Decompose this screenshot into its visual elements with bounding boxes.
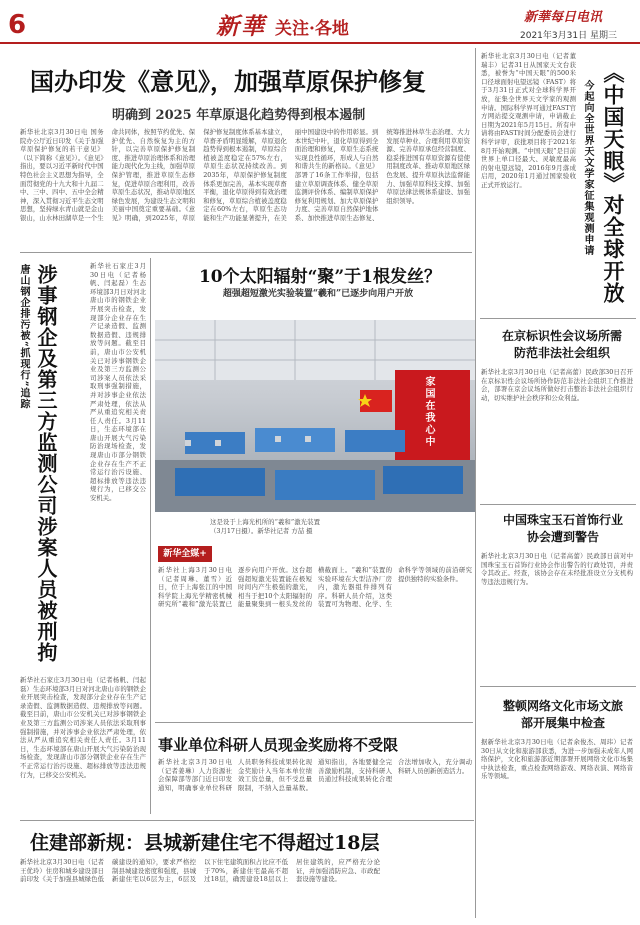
policy-headline: 事业单位科研人员现金奖励将不受限 [158, 736, 399, 754]
newspaper-logo: 新華 [216, 13, 266, 40]
sky-eye-body: 新华社北京3月30日电（记者董瑞丰）记者31日从国家天文台获悉，被誉为“中国天眼”的500米口径球面射电望远镜（FAST）将于3月31日正式对全球科学界开放，征集全世界天文学家的观测申请。国际科学界可通过FAST官方网站提交观测申请，申请截止日期为2021年5月15日。所有申请将由FAST时间分配委员会进行科学评审，获批项目将于2021年8月开始观测。“中国天眼”是目前世界上单口径最大、灵敏度最高的射电望远镜，2016年9月落成启用，2020年1月通过国家验收正式开放运行。 [481, 52, 576, 189]
sky-eye-headline: 《中国天眼》对全球开放 [601, 62, 626, 304]
lead-body: 新华社北京3月30日电 国务院办公厅近日印发《关于加强草原保护修复的若干意见》（以下简称《意见》）。《意见》指出，要以习近平新时代中国特色社会主义思想为指导，全面贯彻党的十九大和十九届二中、三中、四中、五中全会精神，深入贯彻习近平生态文明思想，坚持绿水青山就是金山银山，山水林田湖草是一个生命共同体，按照节约优先、保护优先、自然恢复为主的方针，以完善草原保护修复制度、推进草原治理体系和治理能力现代化为主线，加强草原保护管理，推进草原生态修复，促进草原合理利用，改善草原生态状况，推动草原地区绿色发展，为建设生态文明和美丽中国奠定重要基础。《意见》明确，到2025年，草原保护修复制度体系基本建立，草畜矛盾明显缓解，草原退化趋势得到根本遏制，草原综合植被盖度稳定在57%左右，草原生态状况持续改善。到2035年，草原保护修复制度体系更加完善，基本实现草畜平衡，退化草原得到有效治理和修复，草原综合植被盖度稳定在60%左右，草原生态功能和生产功能显著提升，在美丽中国建设中的作用彰显。到本世纪中叶，退化草原得到全面治理和修复，草原生态系统实现良性循环，形成人与自然和谐共生的新格局。《意见》部署了16条工作举措，包括建立草原调查体系、健全草原监测评价体系、编制草原保护修复利用规划、加大草原保护力度、完善草原自然保护地体系、加快推进草原生态修复、统筹推进林草生态治理、大力发展草种业、合理利用草原资源、完善草原承包经营制度、稳妥推进国有草原资源有偿使用制度改革、推动草原地区绿色发展、提升草原执法监督能力、加强草原科技支撑、加强草原法律法规体系建设、加强组织领导。 [20, 128, 470, 222]
laser-body: 新华社上海3月30日电（记者周琳、董雪）近日，位于上海张江的中国科学院上海光学精密机械研究所“羲和”激光装置已逐步向用户开放。这台超强超短激光装置能在极短时间内产生极强的激光，相当于把10个太阳辐射的能量聚集到一根头发丝的横截面上。“羲和”装置的实验环境在大型洁净厂房内，激光器组件排列有序。科研人员介绍，这类装置可为物理、化学、生命科学等领域的前沿研究提供独特的实验条件。 [158, 566, 472, 609]
housing-headline: 住建部新规：县城新建住宅不得超过18层 [30, 832, 380, 854]
jewelry-headline: 中国珠宝玉石首饰行业协会遭到警告 [502, 513, 623, 544]
laser-headline: 10个太阳辐射“聚”于1根发丝？ [198, 267, 442, 287]
lead-headline: 国办印发《意见》，加强草原保护修复 [30, 67, 426, 96]
culture-headline: 整顿网络文化市场文旅部开展集中检查 [502, 699, 623, 730]
photo-caption: 这是设于上海光机所的“羲和”激光装置（3月17日摄）。新华社记者 方喆 摄 [210, 518, 320, 535]
header-divider [0, 42, 640, 44]
tangshan-body-continued: 新华社石家庄3月30日电（记者杨帆、闫起磊）生态环境部3月日对河北唐山市的钢铁企业开展突击检查，发现部分企业存在生产记录造假、监测数据造假、违规排放等问题。截至目前，唐山市公安机关已对涉事钢铁企业及第三方监测公司涉案人员依法采取刑事强制措施，并对涉事企业依法严肃处理，依法从严从重追究相关责任人责任。3月11日，生态环境部在唐山开展大气污染防治现场检查，发现唐山市部分钢铁企业存在生产不正常运行治污设施、超标排放等违法违规行为，已移交公安机关。 [20, 676, 146, 779]
page-number: 6 [8, 10, 27, 40]
policy-divider [20, 820, 474, 821]
feature-divider [155, 722, 473, 723]
laser-subheadline: 超强超短激光实验装置“羲和”已逐步向用户开放 [222, 289, 414, 299]
venue-headline: 在京标识性会议场所需防范非法社会组织 [502, 329, 623, 360]
column-divider [475, 48, 476, 918]
policy-body: 新华社北京3月30日电（记者姜琳）人力资源社会保障部等部门近日印发通知，明确事业单位科研人员职务科技成果转化现金奖励计入当年本单位绩效工资总量，但不受总量限制，不纳入总量基数。通知指出，各地要健全完善激励机制，支持科研人员通过科技成果转化合理合法增加收入，充分调动科研人员创新创造活力。 [158, 758, 472, 792]
dateline: 2021年3月31日 星期三 [520, 31, 617, 41]
side-divider [150, 258, 151, 814]
tangshan-body: 新华社石家庄3月30日电（记者杨帆、闫起磊）生态环境部3月日对河北唐山市的钢铁企业开展突击检查，发现部分企业存在生产记录造假、监测数据造假、违规排放等问题。截至目前，唐山市公安机关已对涉事钢铁企业及第三方监测公司涉案人员依法采取刑事强制措施，并对涉事企业依法严肃处理，依法从严从重追究相关责任人责任。3月11日，生态环境部在唐山开展大气污染防治现场检查，发现唐山市部分钢铁企业存在生产不正常运行治污设施、超标排放等违法违规行为，已移交公安机关。 [90, 262, 146, 503]
media-badge: 新华全媒+ [158, 546, 212, 562]
right-divider-1 [480, 318, 636, 319]
housing-body: 新华社北京3月30日电（记者王优玲）住房和城乡建设部日前印发《关于加强县城绿色低碳建设的通知》，要求严格控制县城建设密度和强度，县城新建住宅以6层为主，6层及以下住宅建筑面积占比应不低于70%，新建住宅最高不超过18层，确需建设18层以上居住建筑的，应严格充分论证，并加强消防应急、市政配套设施等建设。 [20, 858, 380, 884]
culture-body: 据新华社北京3月30日电（记者余俊杰、周玮）记者30日从文化和旅游部获悉，为进一步加强未成年人网络保护，文化和旅游部近期部署开展网络文化市场集中执法检查，重点检查网络游戏、网络表演、网络音乐等领域。 [481, 738, 633, 781]
tangshan-headline: 涉事钢企及第三方监测公司涉案人员被刑拘 [34, 264, 58, 663]
lead-subheadline: 明确到 2025 年草原退化趋势得到根本遏制 [112, 108, 366, 123]
photo-slogan: 家国在我心中 [423, 376, 434, 448]
lead-divider [20, 252, 472, 253]
jewelry-body: 新华社北京3月30日电（记者高蕾）民政部日前对中国珠宝玉石首饰行业协会作出警告的行政处罚，并责令其改正。经查，该协会存在未经批准设立分支机构等违法违规行为。 [481, 552, 633, 586]
right-divider-3 [480, 686, 636, 687]
right-divider-2 [480, 504, 636, 505]
section-title: 关注·各地 [275, 19, 349, 39]
sky-eye-subheadline: 今起向全世界天文学家征集观测申请 [582, 80, 593, 256]
paper-name: 新華每日电讯 [524, 10, 603, 25]
laser-facility-photo [155, 320, 475, 512]
venue-body: 新华社北京3月30日电（记者高蕾）民政部30日召开在京标识性会议场所协作防范非法社会组织工作推进会，部署在京会议场所做好打击整治非法社会组织行动，切实维护社会秩序和公众利益。 [481, 368, 633, 402]
tangshan-subheadline: 唐山钢企排污被“抓现行”追踪 [18, 264, 29, 410]
